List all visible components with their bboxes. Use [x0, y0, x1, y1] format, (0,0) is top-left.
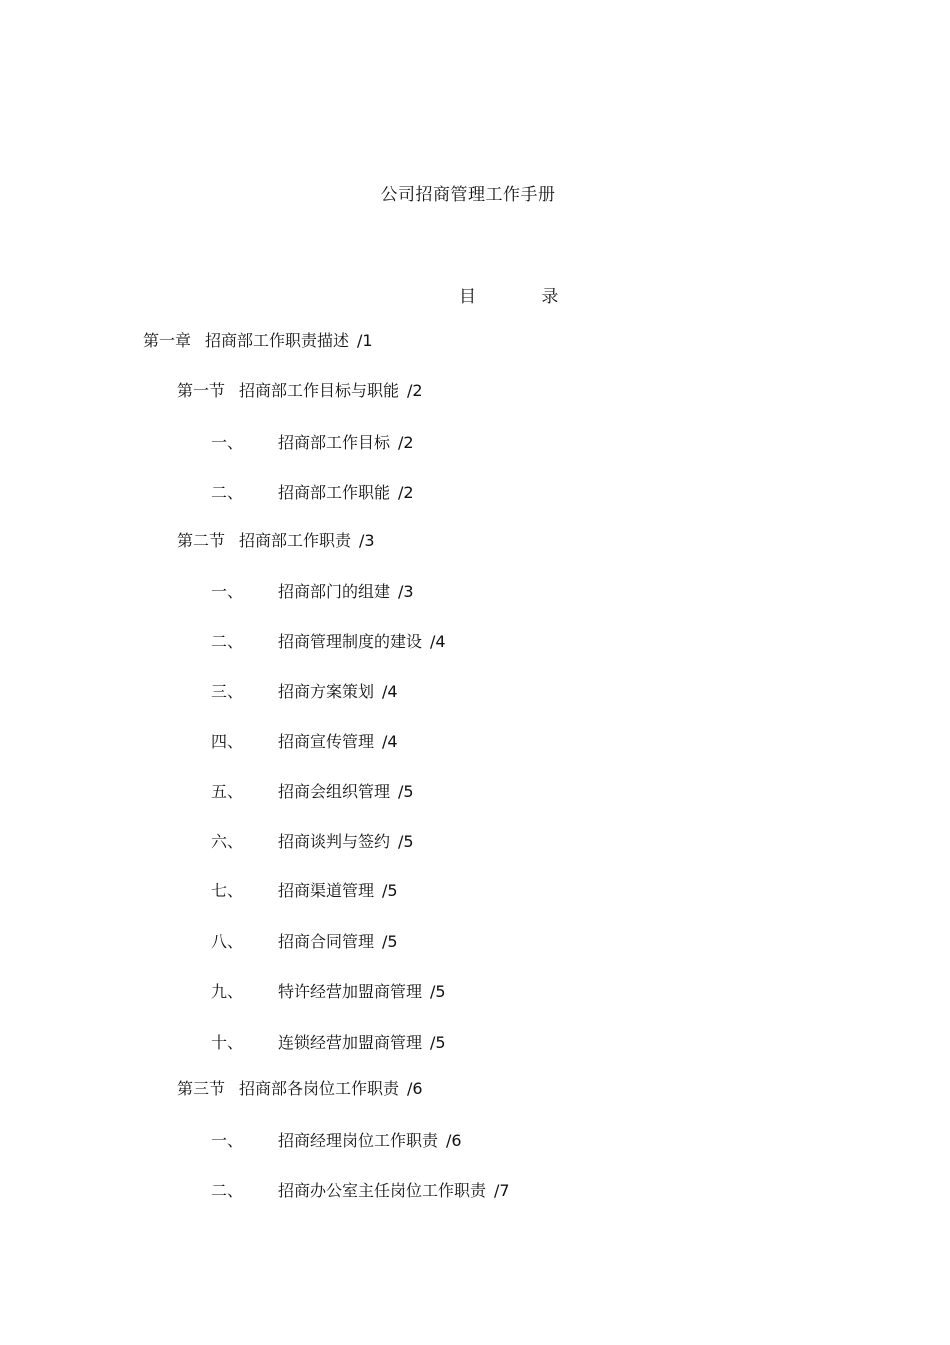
entry-page: /3	[359, 531, 375, 550]
toc-item	[211, 732, 398, 752]
entry-text: 招商管理制度的建设	[278, 632, 423, 651]
entry-page: /2	[398, 433, 414, 452]
entry-text: 招商部门的组建	[278, 582, 391, 601]
entry-label: 十、	[211, 1033, 244, 1052]
toc-item	[211, 982, 446, 1002]
entry-page: /5	[382, 932, 398, 951]
entry-text: 招商渠道管理	[278, 881, 375, 900]
entry-text: 招商宣传管理	[278, 732, 375, 751]
entry-page: /2	[407, 381, 423, 400]
entry-label: 六、	[211, 832, 244, 851]
entry-label: 第三节	[177, 1079, 226, 1098]
toc-item	[211, 1033, 446, 1053]
document-title: 公司招商管理工作手册	[380, 185, 556, 205]
toc-item	[211, 832, 414, 852]
toc-heading: 目 录	[459, 287, 589, 307]
entry-text: 招商部各岗位工作职责	[239, 1079, 400, 1098]
entry-page: /5	[398, 782, 414, 801]
entry-label: 四、	[211, 732, 244, 751]
entry-label: 第一章	[143, 331, 192, 350]
entry-label: 九、	[211, 982, 244, 1001]
entry-label: 第二节	[177, 531, 226, 550]
toc-item	[211, 782, 414, 802]
entry-text: 招商办公室主任岗位工作职责	[278, 1181, 487, 1200]
entry-label: 一、	[211, 582, 244, 601]
entry-text: 特许经营加盟商管理	[278, 982, 423, 1001]
entry-text: 招商部工作职能	[278, 483, 391, 502]
toc-item	[211, 632, 446, 652]
toc-section	[177, 1079, 423, 1099]
toc-item	[211, 483, 414, 503]
entry-label: 一、	[211, 1131, 244, 1150]
entry-text: 招商谈判与签约	[278, 832, 391, 851]
entry-page: /6	[446, 1131, 462, 1150]
entry-page: /4	[382, 732, 398, 751]
entry-text: 招商部工作职责	[239, 531, 352, 550]
toc-item	[211, 932, 398, 952]
toc-item	[211, 433, 414, 453]
toc-section	[177, 381, 423, 401]
entry-label: 二、	[211, 1181, 244, 1200]
toc-item	[211, 881, 398, 901]
entry-text: 招商合同管理	[278, 932, 375, 951]
toc-item	[211, 682, 398, 702]
entry-label: 三、	[211, 682, 244, 701]
entry-text: 招商经理岗位工作职责	[278, 1131, 439, 1150]
toc-chapter	[143, 331, 373, 351]
entry-label: 七、	[211, 881, 244, 900]
entry-label: 一、	[211, 433, 244, 452]
entry-text: 招商部工作职责描述	[205, 331, 350, 350]
entry-text: 招商部工作目标与职能	[239, 381, 400, 400]
toc-item	[211, 1131, 462, 1151]
entry-label: 二、	[211, 483, 244, 502]
toc-item	[211, 582, 414, 602]
entry-page: /2	[398, 483, 414, 502]
entry-text: 连锁经营加盟商管理	[278, 1033, 423, 1052]
entry-page: /5	[382, 881, 398, 900]
toc-item	[211, 1181, 510, 1201]
entry-page: /4	[382, 682, 398, 701]
entry-label: 二、	[211, 632, 244, 651]
entry-page: /5	[430, 982, 446, 1001]
entry-label: 第一节	[177, 381, 226, 400]
entry-text: 招商会组织管理	[278, 782, 391, 801]
entry-text: 招商方案策划	[278, 682, 375, 701]
entry-label: 八、	[211, 932, 244, 951]
entry-page: /4	[430, 632, 446, 651]
entry-page: /5	[430, 1033, 446, 1052]
toc-section	[177, 531, 375, 551]
entry-page: /5	[398, 832, 414, 851]
entry-page: /6	[407, 1079, 423, 1098]
entry-page: /3	[398, 582, 414, 601]
entry-page: /7	[494, 1181, 510, 1200]
entry-label: 五、	[211, 782, 244, 801]
entry-page: /1	[357, 331, 373, 350]
entry-text: 招商部工作目标	[278, 433, 391, 452]
